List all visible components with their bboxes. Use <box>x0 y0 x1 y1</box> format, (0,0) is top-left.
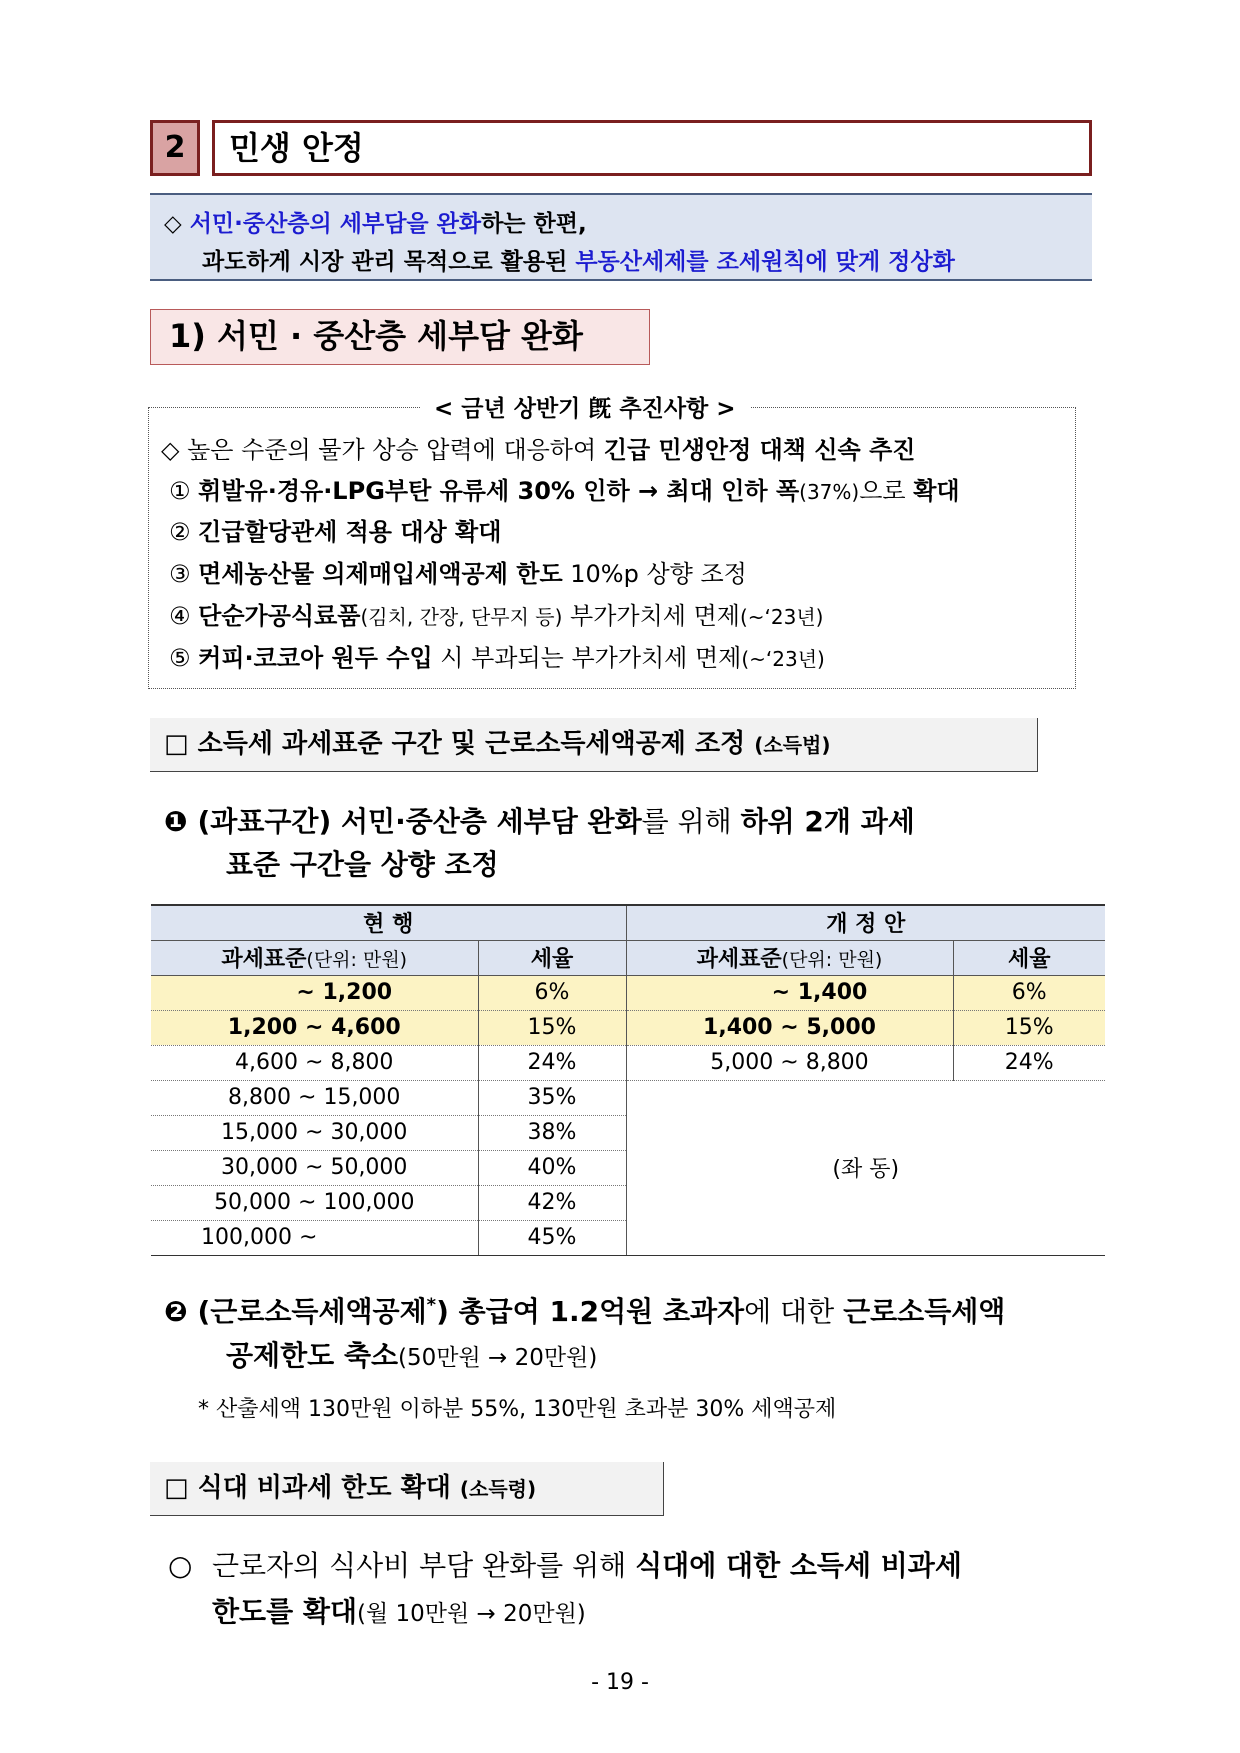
table-row: 15,000 ~ 30,000 38% <box>151 1115 1105 1150</box>
circle-bullet-icon: ○ <box>168 1549 193 1582</box>
table-row: 100,000 ~ 45% <box>151 1220 1105 1255</box>
progress-item-2: ② 긴급할당관세 적용 대상 확대 <box>169 518 502 546</box>
summary-highlight-2: 부동산세제를 조세원칙에 맞게 정상화 <box>575 249 955 275</box>
diamond-icon: ◇ <box>164 211 190 237</box>
subsection-title: 1) 서민 · 중산층 세부담 완화 <box>150 309 650 365</box>
table-header-group <box>151 905 1105 940</box>
progress-intro: ◇ 높은 수준의 물가 상승 압력에 대응하여 긴급 민생안정 대책 신속 추진 <box>161 436 916 464</box>
section-bar-meal-allowance: □ 식대 비과세 한도 확대 (소득령) <box>150 1462 664 1516</box>
paragraph-3-line-1: ○ 근로자의 식사비 부담 완화를 위해 식대에 대한 소득세 비과세 <box>168 1549 962 1582</box>
table-row: 1,200 ~ 4,600 15% 1,400 ~ 5,000 15% <box>151 1010 1105 1045</box>
summary-box <box>150 193 1092 281</box>
footnote: * 산출세액 130만원 이하분 55%, 130만원 초과분 30% 세액공제 <box>198 1397 837 1422</box>
table-row: 8,800 ~ 15,000 35% (좌 동) <box>151 1080 1105 1115</box>
summary-highlight-1: 서민·중산층의 세부담을 완화 <box>189 211 482 237</box>
paragraph-3-line-2: 한도를 확대(월 10만원 → 20만원) <box>212 1595 586 1628</box>
same-as-left-cell: (좌 동) <box>626 1080 1105 1255</box>
summary-line-2 <box>202 243 955 276</box>
section-number: 2 <box>150 120 200 176</box>
progress-item-3: ③ 면세농산물 의제매입세액공제 한도 10%p 상향 조정 <box>169 560 747 588</box>
checkbox-square-icon: □ <box>164 1473 198 1503</box>
summary-text-2: 과도하게 시장 관리 목적으로 활용된 <box>202 249 576 275</box>
section-title: 민생 안정 <box>212 120 1092 176</box>
header-current: 현 행 <box>151 905 626 940</box>
progress-item-4: ④ 단순가공식료품(김치, 간장, 단무지 등) 부가가치세 면제(~‘23년) <box>169 602 824 630</box>
paragraph-1-line-2: 표준 구간을 상향 조정 <box>226 848 499 881</box>
paragraph-1-line-1: ❶ (과표구간) 서민·중산층 세부담 완화를 위해 하위 2개 과세 <box>164 805 915 838</box>
tax-bracket-table <box>151 904 1105 1256</box>
checkbox-square-icon: □ <box>164 729 198 759</box>
progress-item-5: ⑤ 커피·코코아 원두 수입 시 부과되는 부가가치세 면제(~‘23년) <box>169 644 825 672</box>
col-rate-revised: 세율 <box>953 940 1105 975</box>
table-row: 50,000 ~ 100,000 42% <box>151 1185 1105 1220</box>
paragraph-2-line-1: ❷ (근로소득세액공제*) 총급여 1.2억원 초과자에 대한 근로소득세액 <box>164 1294 1006 1328</box>
table-row: 30,000 ~ 50,000 40% <box>151 1150 1105 1185</box>
summary-line-1 <box>164 205 587 238</box>
col-rate-current: 세율 <box>478 940 626 975</box>
progress-item-1: ① 휘발유·경유·LPG부탄 유류세 30% 인하 → 최대 인하 폭(37%)으로 확대 <box>169 477 960 505</box>
progress-box <box>148 407 1076 689</box>
bullet-1-icon: ❶ <box>164 805 188 838</box>
table-header-columns: 과세표준(단위: 만원) 세율 과세표준(단위: 만원) 세율 <box>151 940 1105 975</box>
section-bar-income-tax: □ 소득세 과세표준 구간 및 근로소득세액공제 조정 (소득법) <box>150 718 1038 772</box>
summary-text-1: 하는 한편, <box>481 211 587 237</box>
header-revised: 개 정 안 <box>626 905 1105 940</box>
table-row: 4,600 ~ 8,800 24% 5,000 ~ 8,800 24% <box>151 1045 1105 1080</box>
bullet-2-icon: ❷ <box>164 1295 188 1328</box>
progress-caption: < 금년 상반기 旣 추진사항 > <box>420 390 750 423</box>
page-number: - 19 - <box>591 1670 649 1695</box>
paragraph-2-line-2: 공제한도 축소(50만원 → 20만원) <box>226 1339 598 1372</box>
table-row: ~ 1,200 6% ~ 1,400 6% <box>151 975 1105 1010</box>
